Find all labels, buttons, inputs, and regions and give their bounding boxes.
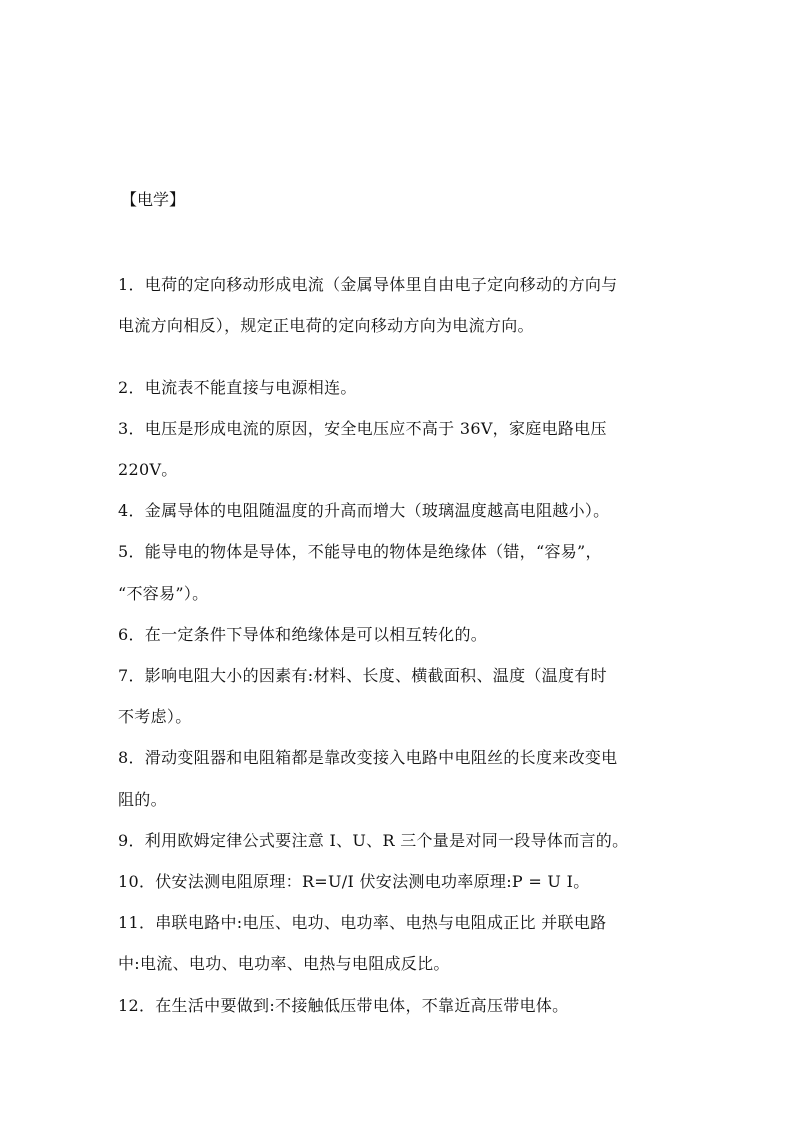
text-line-6: 4．金属导体的电阻随温度的升高而增大（玻璃温度越高电阻越小）。: [118, 501, 610, 520]
text-line-3: 2．电流表不能直接与电源相连。: [118, 378, 357, 397]
text-line-12: 8．滑动变阻器和电阻箱都是靠改变接入电路中电阻丝的长度来改变电: [118, 748, 618, 767]
text-line-13: 阻的。: [118, 790, 167, 809]
text-line-4: 3．电压是形成电流的原因，安全电压应不高于 36V，家庭电路电压: [118, 419, 607, 438]
text-line-11: 不考虑）。: [118, 707, 192, 726]
text-line-18: 12．在生活中要做到:不接触低压带电体，不靠近高压带电体。: [118, 996, 569, 1015]
text-line-16: 11．串联电路中:电压、电功、电功率、电热与电阻成正比 并联电路: [118, 913, 607, 932]
text-line-2: 电流方向相反），规定正电荷的定向移动方向为电流方向。: [118, 316, 534, 335]
text-line-8: “不容易”）。: [118, 584, 209, 603]
section-heading: 【电学】: [121, 190, 186, 209]
text-line-7: 5．能导电的物体是导体，不能导电的物体是绝缘体（错，“容易”，: [118, 542, 602, 561]
text-line-17: 中:电流、电功、电功率、电热与电阻成反比。: [118, 954, 450, 973]
text-line-10: 7．影响电阻大小的因素有:材料、长度、横截面积、温度（温度有时: [118, 666, 607, 685]
text-line-5: 220V。: [118, 460, 178, 479]
text-line-15: 10．伏安法测电阻原理：R=U/I 伏安法测电功率原理:P = U I。: [118, 872, 590, 891]
text-line-14: 9．利用欧姆定律公式要注意 I、U、R 三个量是对同一段导体而言的。: [118, 831, 629, 850]
text-line-9: 6．在一定条件下导体和绝缘体是可以相互转化的。: [118, 625, 488, 644]
text-line-1: 1．电荷的定向移动形成电流（金属导体里自由电子定向移动的方向与: [118, 275, 618, 294]
